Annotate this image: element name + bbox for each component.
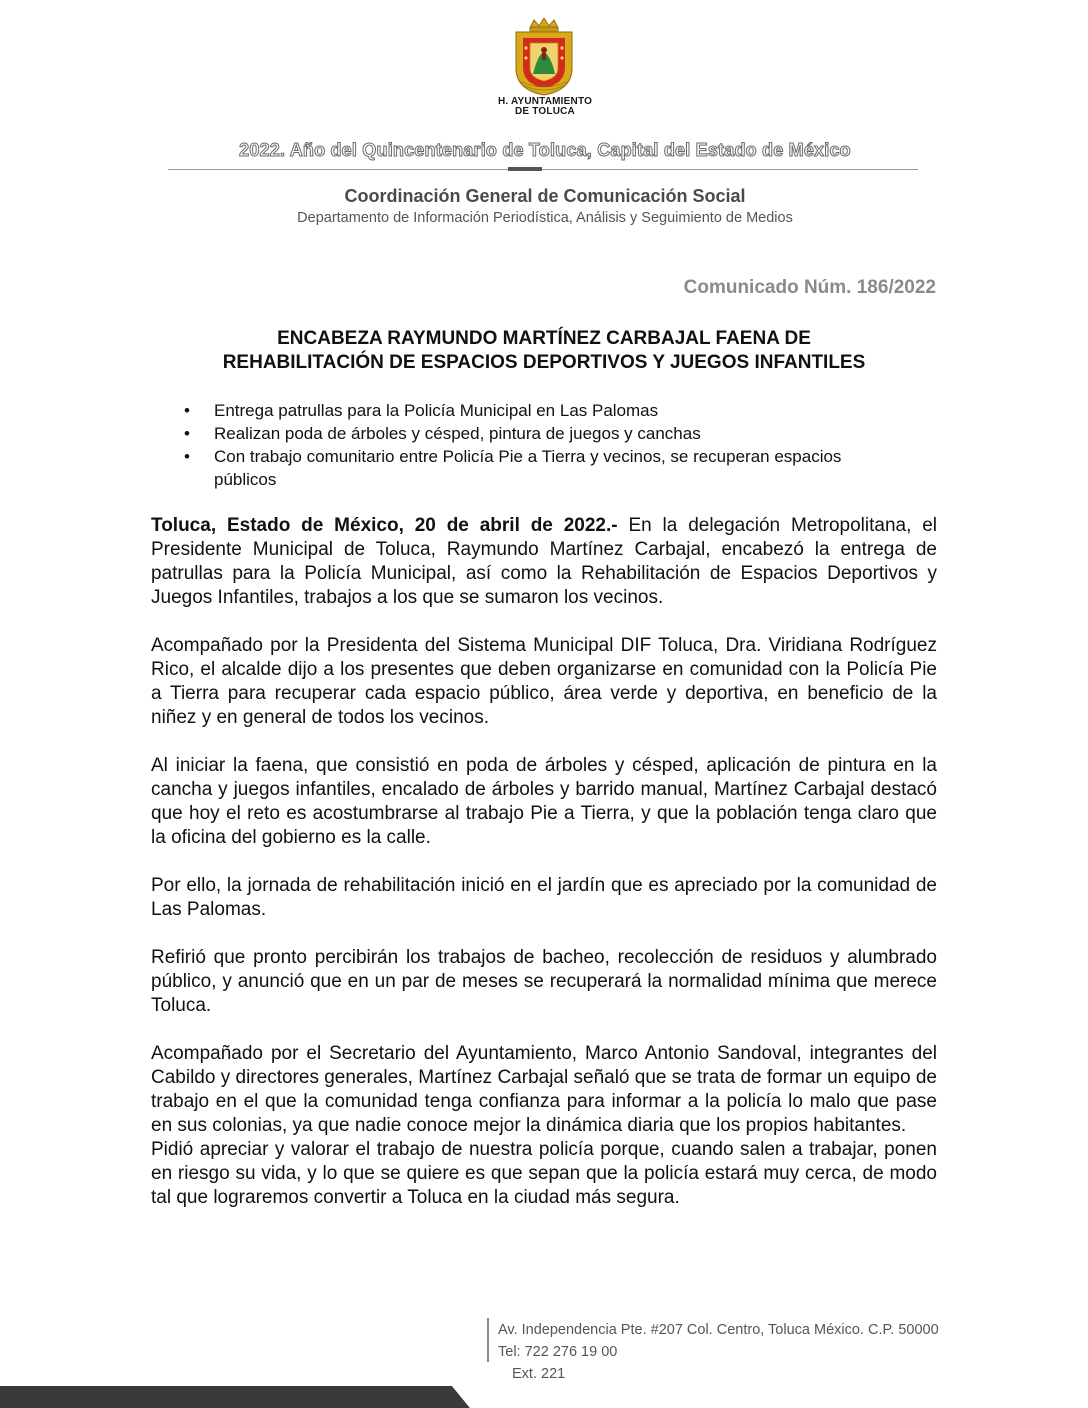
paragraph-6: Acompañado por el Secretario del Ayuntamiento, Marco Antonio Sandoval, integrantes del Cabildo y directores generales, Martínez Carbajal señaló que se trata de formar un equipo de trabajo en el que la comunidad tenga confianza para informar a la policía lo malo que pase en sus colonias, ya que nadie conoce mejor la dinámica diaria que los propios habitantes.	[151, 1043, 937, 1136]
footer-phone-line	[498, 1341, 939, 1385]
footer-phone: Tel: 722 276 19 00	[498, 1344, 618, 1360]
coordination-title: Coordinación General de Comunicación Social	[344, 186, 746, 206]
footer-divider	[487, 1318, 489, 1362]
paragraph-4: Por ello, la jornada de rehabilitación inició en el jardín que es apreciado por la comunidad de Las Palomas.	[151, 875, 937, 920]
paragraph-5: Refirió que pronto percibirán los trabajos de bacheo, recolección de residuos y alumbrado público, y anunció que en un par de meses se recuperará la normalidad mínima que merece Toluca.	[151, 947, 937, 1016]
header-divider	[168, 169, 918, 170]
paragraph-1	[151, 514, 937, 610]
bullet-marker: •	[184, 447, 190, 466]
headline	[152, 327, 936, 375]
paragraph-7: Pidió apreciar y valorar el trabajo de nuestra policía porque, cuando salen a trabajar, ponen en riesgo su vida, y lo que se quiere es que sepan que la policía estará muy cerca, de modo tal que lograremos convertir a Toluca en la ciudad más segura.	[151, 1139, 937, 1208]
header-divider-accent	[508, 167, 542, 171]
footer-contact	[498, 1319, 939, 1385]
bullet-item	[180, 422, 900, 445]
paragraph-1-text: En la delegación Metropolitana, el Presidente Municipal de Toluca, Raymundo Martínez Carbajal, encabezó la entrega de patrullas para la Policía Municipal, así como la Rehabilitación de Espacios Deportivos y Juegos Infantiles, trabajos a los que se sumaron los vecinos.	[151, 515, 937, 608]
footer-address: Av. Independencia Pte. #207 Col. Centro, Toluca México. C.P. 50000	[498, 1322, 939, 1338]
article-body	[151, 514, 937, 1234]
department-subtitle: Departamento de Información Periodística, Análisis y Seguimiento de Medios	[297, 210, 793, 226]
bullet-item	[180, 445, 900, 491]
bullet-marker: •	[184, 401, 190, 420]
crest-caption-line1: H. AYUNTAMIENTO	[497, 96, 593, 107]
bullet-item	[180, 399, 900, 422]
paragraph-3: Al iniciar la faena, que consistió en poda de árboles y césped, aplicación de pintura en la cancha y juegos infantiles, encalado de árboles y barrido manual, Martínez Carbajal destacó que hoy el reto es acostumbrarse al trabajo Pie a Tierra, y que la población tenga claro que la oficina del gobierno es la calle.	[151, 755, 937, 848]
footer-extension: Ext. 221	[512, 1366, 566, 1382]
bullet-marker: •	[184, 424, 190, 443]
summary-bullets	[180, 399, 900, 491]
bullet-text: Entrega patrullas para la Policía Municipal en Las Palomas	[214, 401, 659, 420]
bullet-text: Realizan poda de árboles y césped, pintura de juegos y canchas	[214, 424, 701, 443]
year-motto: 2022. Año del Quincentenario de Toluca, Capital del Estado de México	[239, 140, 851, 160]
paragraph-2: Acompañado por la Presidenta del Sistema Municipal DIF Toluca, Dra. Viridiana Rodríguez Rico, el alcalde dijo a los presentes que deben organizarse en comunidad con la Policía Pie a Tierra para recuperar cada espacio público, área verde y deportiva, en beneficio de la niñez y en general de todos los vecinos.	[151, 635, 937, 728]
toluca-coat-of-arms-icon	[508, 18, 580, 96]
headline-line2: REHABILITACIÓN DE ESPACIOS DEPORTIVOS Y JUEGOS INFANTILES	[222, 352, 866, 373]
bullet-text: Con trabajo comunitario entre Policía Pie a Tierra y vecinos, se recuperan espacios públicos	[214, 447, 842, 489]
crest-caption	[470, 97, 620, 117]
footer-band	[0, 1386, 1088, 1408]
dateline: Toluca, Estado de México, 20 de abril de 2022.-	[151, 515, 618, 536]
headline-line1: ENCABEZA RAYMUNDO MARTÍNEZ CARBAJAL FAENA DE	[277, 328, 811, 349]
crest-caption-line2: DE TOLUCA	[515, 106, 575, 117]
communique-number: Comunicado Núm. 186/2022	[683, 277, 936, 298]
